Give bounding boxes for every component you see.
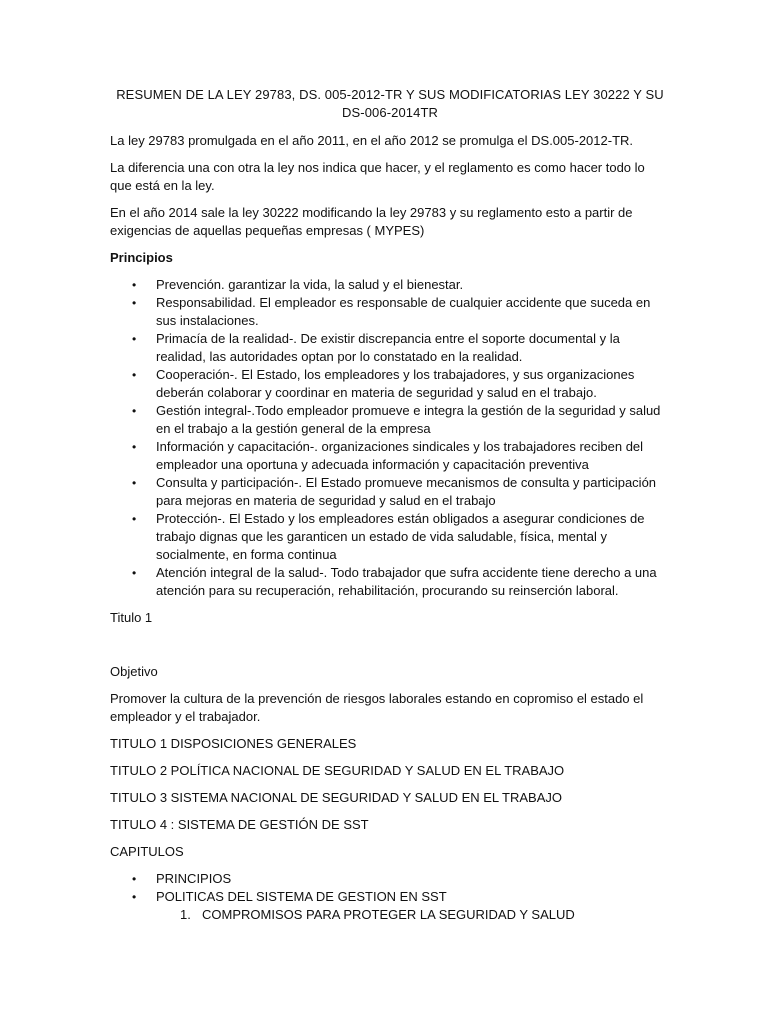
list-item-text: Responsabilidad. El empleador es responsable de cualquier accidente que suceda en sus instalaciones. — [156, 295, 651, 328]
list-item — [110, 366, 670, 402]
spacer — [110, 636, 670, 663]
list-item — [110, 330, 670, 366]
list-item-text: Protección-. El Estado y los empleadores están obligados a asegurar condiciones de trabajo dignas que les garanticen un estado de vida saludable, física, mental y socialmente, en forma continua — [156, 511, 645, 562]
list-item — [110, 276, 670, 294]
bullet-icon: • — [132, 440, 137, 454]
list-item — [110, 870, 670, 888]
list-item — [110, 438, 670, 474]
capitulos-list — [110, 870, 670, 906]
bullet-icon: • — [132, 566, 137, 580]
bullet-icon: • — [132, 890, 137, 904]
titulo-1-label: Titulo 1 — [110, 610, 153, 625]
bullet-icon: • — [132, 872, 137, 886]
list-item-text: Primacía de la realidad-. De existir discrepancia entre el soporte documental y la realidad, las autoridades optan por lo constatado en la realidad. — [156, 331, 620, 364]
list-item-text: PRINCIPIOS — [156, 871, 232, 886]
list-item-text: Consulta y participación-. El Estado promueve mecanismos de consulta y participación para mejoras en materia de seguridad y salud en el trabajo — [156, 475, 657, 508]
bullet-icon: • — [132, 512, 137, 526]
bullet-icon: • — [132, 404, 137, 418]
list-item — [110, 888, 670, 906]
titulo-heading-2: TITULO 2 POLÍTICA NACIONAL DE SEGURIDAD Y SALUD EN EL TRABAJO — [110, 763, 565, 778]
list-item-text: Cooperación-. El Estado, los empleadores y los trabajadores, y sus organizaciones deberán colaborar y coordinar en materia de seguridad y salud en el trabajo. — [156, 367, 635, 400]
bullet-icon: • — [132, 332, 137, 346]
principios-heading: Principios — [110, 250, 173, 265]
capitulos-heading: CAPITULOS — [110, 844, 184, 859]
list-item-text: Información y capacitación-. organizaciones sindicales y los trabajadores reciben del empleador una oportuna y adecuada información y capacitación preventiva — [156, 439, 644, 472]
list-item-text: POLITICAS DEL SISTEMA DE GESTION EN SST — [156, 889, 447, 904]
document-content — [110, 86, 670, 924]
title-line-1: RESUMEN DE LA LEY 29783, DS. 005-2012-TR Y SUS MODIFICATORIAS LEY 30222 Y SU — [116, 87, 664, 102]
titulo-heading-4: TITULO 4 : SISTEMA DE GESTIÓN DE SST — [110, 817, 369, 832]
intro-paragraph-1: La ley 29783 promulgada en el año 2011, en el año 2012 se promulga el DS.005-2012-TR. — [110, 133, 634, 148]
intro-paragraph-3: En el año 2014 sale la ley 30222 modificando la ley 29783 y su reglamento esto a partir de exigencias de aquellas pequeñas empresas ( MYPES) — [110, 205, 633, 238]
list-item-text: Gestión integral-.Todo empleador promueve e integra la gestión de la seguridad y salud en el trabajo a la gestión general de la empresa — [156, 403, 661, 436]
objetivo-heading: Objetivo — [110, 664, 158, 679]
intro-paragraph-2: La diferencia una con otra la ley nos indica que hacer, y el reglamento es como hacer todo lo que está en la ley. — [110, 160, 645, 193]
titulo-heading-3: TITULO 3 SISTEMA NACIONAL DE SEGURIDAD Y SALUD EN EL TRABAJO — [110, 790, 562, 805]
list-item-text: COMPROMISOS PARA PROTEGER LA SEGURIDAD Y SALUD — [202, 907, 575, 922]
document-title — [98, 86, 682, 122]
title-line-2: DS-006-2014TR — [342, 105, 438, 120]
bullet-icon: • — [132, 476, 137, 490]
list-item — [110, 474, 670, 510]
list-item-text: Prevención. garantizar la vida, la salud y el bienestar. — [156, 277, 464, 292]
objetivo-text: Promover la cultura de la prevención de riesgos laborales estando en copromiso el estado el empleador y el trabajador. — [110, 691, 644, 724]
bullet-icon: • — [132, 296, 137, 310]
bullet-icon: • — [132, 368, 137, 382]
list-item — [110, 906, 670, 924]
compromisos-list — [110, 906, 670, 924]
principios-list — [110, 276, 670, 600]
list-item — [110, 294, 670, 330]
list-item — [110, 402, 670, 438]
list-number: 1. — [180, 907, 191, 922]
list-item — [110, 510, 670, 564]
list-item — [110, 564, 670, 600]
list-item-text: Atención integral de la salud-. Todo trabajador que sufra accidente tiene derecho a una atención para su recuperación, rehabilitación, procurando su reinserción laboral. — [156, 565, 657, 598]
bullet-icon: • — [132, 278, 137, 292]
titulo-heading-1: TITULO 1 DISPOSICIONES GENERALES — [110, 736, 357, 751]
